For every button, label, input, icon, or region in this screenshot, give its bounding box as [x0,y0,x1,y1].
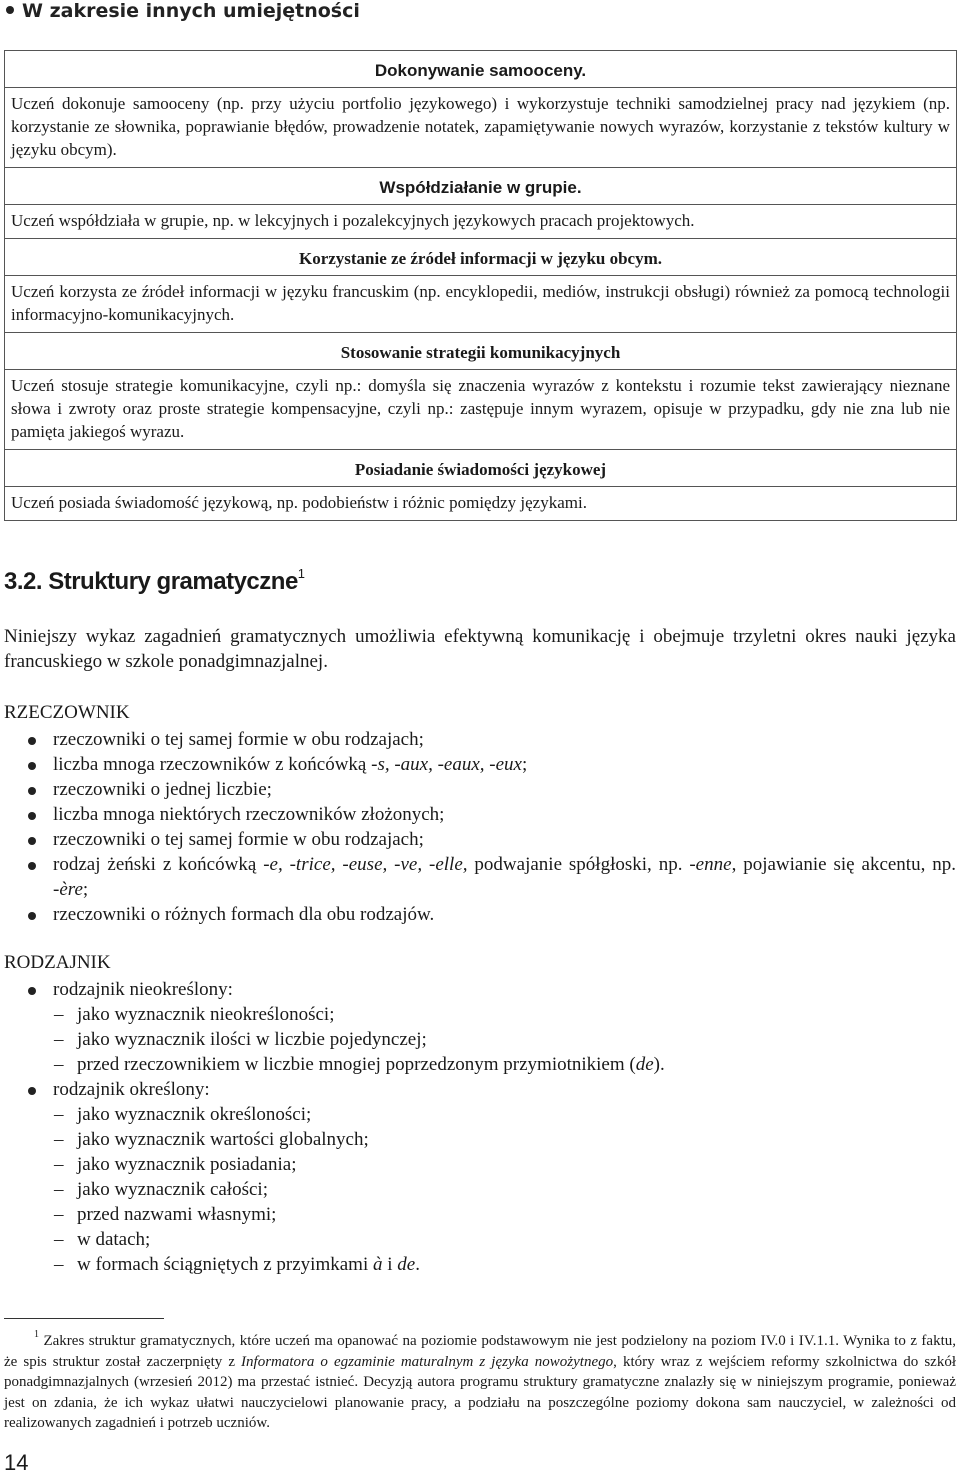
item-text: rodzajnik nieokreślony: [53,979,233,1000]
list-item [4,752,956,777]
footnote-divider [4,1318,164,1319]
table-cell: Uczeń współdziała w grupie, np. w lekcyjnych i pozalekcyjnych językowych pracach projektowych. [5,205,957,239]
dash-icon: – [54,1104,64,1125]
item-text: rzeczowniki o jednej liczbie; [53,779,272,800]
item-text: ; [82,879,89,900]
rzeczownik-list [4,727,956,927]
intro-paragraph: Niniejszy wykaz zagadnień gramatycznych umożliwia efektywną komunikację i obejmuje trzyletni okres nauki języka francuskiego w szkole ponadgimnazjalnej. [4,626,956,672]
item-text: jako wyznacznik wartości globalnych; [77,1129,369,1150]
item-text: . [415,1254,420,1275]
item-text: rzeczowniki o tej samej formie w obu rodzajach; [53,829,424,850]
list-item [4,727,956,752]
list-item [4,1077,956,1102]
table-cell: Uczeń posiada świadomość językową, np. podobieństw i różnic pomiędzy językami. [5,487,957,521]
item-text-em: -ère [53,879,83,900]
sub-list-item [4,1202,956,1227]
dash-icon: – [54,1254,64,1275]
list-item [4,802,956,827]
item-text: rzeczowniki o różnych formach dla obu rodzajów. [53,904,435,925]
item-text: jako wyznacznik posiadania; [77,1154,297,1175]
list-item [4,777,956,802]
section-heading-other-skills [6,0,360,22]
item-text-em: à [372,1254,383,1275]
bullet-icon [28,787,36,795]
table-heading: Współdziałanie w grupie. [5,168,957,205]
footnote-mark: 1 [34,1329,39,1340]
sub-list-item [4,1227,956,1252]
item-text: liczba mnoga rzeczowników z końcówką [53,754,372,775]
table-cell: Uczeń korzysta ze źródeł informacji w języku francuskim (np. encyklopedii, mediów, instrukcji obsługi) również za pomocą technologii informacyjno-komunikacyjnych. [5,276,957,333]
dash-icon: – [54,1054,64,1075]
item-text: ). [653,1054,665,1075]
dash-icon: – [54,1204,64,1225]
item-text: w datach; [77,1229,151,1250]
top-heading-text: W zakresie innych umiejętności [22,0,360,22]
list-item [4,852,956,902]
footnote-title: Informatora o egzaminie maturalnym z języka nowożytnego [241,1353,614,1370]
list-item [4,977,956,1002]
item-text: jako wyznacznik całości; [77,1179,268,1200]
dash-icon: – [54,1129,64,1150]
sub-list-item [4,1252,956,1277]
item-text: jako wyznacznik określoności; [77,1104,312,1125]
rodzajnik-list [4,977,956,1277]
item-text: rodzajnik określony: [53,1079,210,1100]
sub-list-item [4,1152,956,1177]
dash-icon: – [54,1029,64,1050]
item-text-em: de [635,1054,654,1075]
bullet-icon [28,862,36,870]
sub-list-item [4,1052,956,1077]
table-heading: Posiadanie świadomości językowej [5,450,957,487]
item-text: przed nazwami własnymi; [77,1204,277,1225]
bullet-icon [28,737,36,745]
sub-list-item [4,1127,956,1152]
footnote [4,1327,956,1434]
item-text: rzeczowniki o tej samej formie w obu rodzajach; [53,729,424,750]
dash-icon: – [54,1154,64,1175]
dash-icon: – [54,1179,64,1200]
rodzajnik-heading: RODZAJNIK [4,952,111,973]
list-item [4,827,956,852]
rzeczownik-section [4,700,956,927]
footnote-ref[interactable]: 1 [297,566,305,581]
table-cell: Uczeń stosuje strategie komunikacyjne, czyli np.: domyśla się znaczenia wyrazów z kontekstu i rozumie tekst zawierający nieznane słowa i zwroty oraz proste strategie kompensacyjne, czyli np.: zastępuje innym wyrazem, opisuje w przypadku, gdy nie zna lub nie pamięta jakiegoś wyrazu. [5,370,957,450]
bullet-icon [28,1087,36,1095]
table-cell: Uczeń dokonuje samooceny (np. przy użyciu portfolio językowego) i wykorzystuje techniki samodzielnej pracy nad językiem (np. korzystanie ze słownika, poprawianie błędów, prowadzenie notatek, zapamiętywanie nowych wyrazów, korzystanie z tekstów kultury w języku obcym). [5,88,957,168]
table-heading: Stosowanie strategii komunikacyjnych [5,333,957,370]
dash-icon: – [54,1004,64,1025]
rodzajnik-section [4,950,956,1277]
item-text-em: -enne [689,854,732,875]
page-number: 14 [4,1450,29,1475]
item-text-em: -e, -trice, -euse, -ve, -elle, [263,854,468,875]
item-text: jako wyznacznik nieokreśloności; [77,1004,335,1025]
bullet-icon [28,812,36,820]
item-text: rodzaj żeński z końcówką [53,854,264,875]
rzeczownik-heading: RZECZOWNIK [4,702,130,723]
sub-list-item [4,1002,956,1027]
item-text: jako wyznacznik ilości w liczbie pojedynczej; [77,1029,427,1050]
bullet-icon [6,6,14,14]
sub-list-item [4,1102,956,1127]
section-title-text: 3.2. Struktury gramatyczne [4,568,298,595]
footnote-text: , który wraz z wejściem reformy szkolnictwa do szkół ponadgimnazjalnych (wrzesień 2012) ma przestać istnieć. Decyzją autora programu struktury gramatyczne znalazły się w niniejszym programie, ponieważ jest on zdania, że ich wykaz ułatwi nauczycielowi planowanie pracy, a podziału na poszczególne poziomy dokona sam nauczyciel, w zależności od realizowanych zagadnień i potrzeb uczniów. [4,1353,957,1431]
item-text-em: -s, -aux, -eaux, -eux [371,754,522,775]
sub-list-item [4,1027,956,1052]
item-text-em: de [397,1254,416,1275]
bullet-icon [28,912,36,920]
item-text: , pojawianie się akcentu, np. [731,854,956,875]
item-text: w formach ściągniętych z przyimkami [77,1254,373,1275]
table-heading: Korzystanie ze źródeł informacji w języku obcym. [5,239,957,276]
bullet-icon [28,837,36,845]
item-text: przed rzeczownikiem w liczbie mnogiej poprzedzonym przymiotnikiem ( [77,1054,636,1075]
bullet-icon [28,762,36,770]
list-item [4,902,956,927]
sub-list-item [4,1177,956,1202]
item-text: liczba mnoga niektórych rzeczowników złożonych; [53,804,445,825]
bullet-icon [28,987,36,995]
item-text: podwajanie spółgłoski, np. [467,854,690,875]
dash-icon: – [54,1229,64,1250]
footnote-text: Zakres struktur gramatycznych, które uczeń ma opanować na poziomie podstawowym nie jest podzielony na poziom IV.0 i IV.1.1. Wynika to z faktu, że spis struktur został zaczerpnięty z [4,1333,957,1370]
item-text: i [382,1254,398,1275]
section-title [4,568,305,596]
item-text: ; [522,754,528,775]
skills-table [4,50,957,521]
table-heading: Dokonywanie samooceny. [5,51,957,88]
